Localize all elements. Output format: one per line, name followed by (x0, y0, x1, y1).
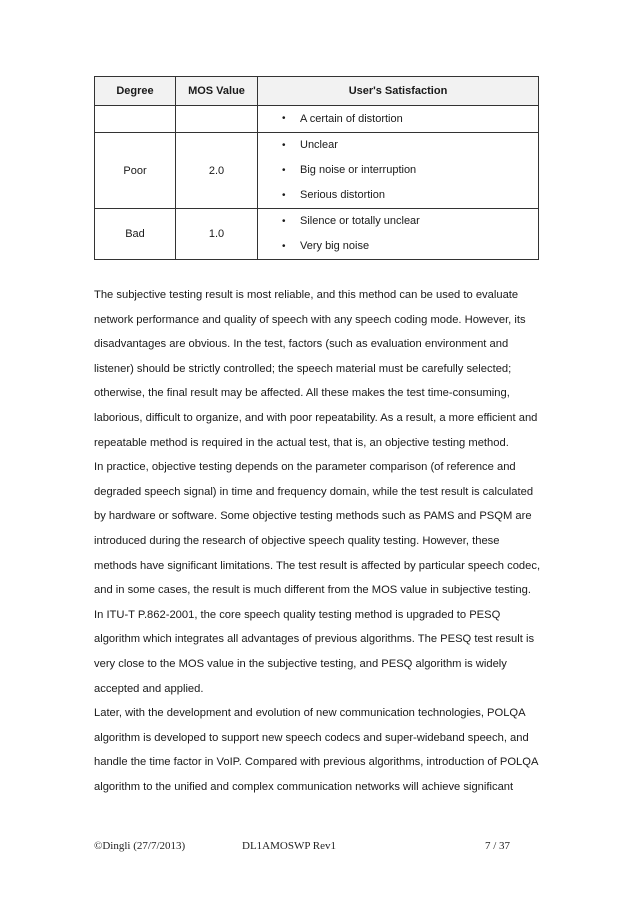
list-item (258, 106, 538, 132)
degree-cell: Bad (95, 209, 176, 260)
table-row (95, 209, 539, 260)
header-degree: Degree (95, 77, 176, 106)
mos-cell: 1.0 (176, 209, 258, 260)
bullet-icon: • (282, 241, 286, 252)
mos-cell: 2.0 (176, 133, 258, 209)
list-item (258, 209, 538, 234)
header-mos-value: MOS Value (176, 77, 258, 106)
table-header-row (95, 77, 539, 106)
satisfaction-cell (258, 209, 539, 260)
list-item (258, 234, 538, 259)
paragraph: In practice, objective testing depends on the parameter comparison (of reference and degraded speech signal) in time and frequency domain, while the test result is calculated by hardware or software. Some objective testing methods such as PAMS and PSQM are introduced during the research of objective speech quality testing. However, these methods have significant limitations. The test result is affected by particular speech codec, and in some cases, the result is much different from the MOS value in subjective testing. (94, 461, 541, 597)
paragraph: In ITU-T P.862-2001, the core speech quality testing method is upgraded to PESQ algorithm which integrates all advantages of previous algorithms. The PESQ test result is very close to the MOS value in the subjective testing, and PESQ algorithm is widely accepted and applied. (94, 608, 535, 695)
list-item-text: Silence or totally unclear (300, 215, 420, 227)
header-users-satisfaction: User's Satisfaction (258, 77, 539, 106)
satisfaction-list (258, 106, 538, 132)
satisfaction-list (258, 133, 538, 208)
bullet-icon: • (282, 216, 286, 227)
paragraph: Later, with the development and evolution of new communication technologies, POLQA algorithm is developed to support new speech codecs and super-wideband speech, and handle the time factor in VoIP. Compared with previous algorithms, introduction of POLQA algorithm to the unified and complex communication networks will achieve significant (94, 707, 538, 793)
list-item-text: Unclear (300, 139, 338, 151)
bullet-icon: • (282, 113, 286, 124)
list-item (258, 133, 538, 158)
mos-cell (176, 106, 258, 133)
bullet-icon: • (282, 190, 286, 201)
footer-document-id: DL1AMOSWP Rev1 (242, 840, 337, 852)
satisfaction-cell (258, 133, 539, 209)
body-text (94, 283, 544, 799)
mos-table (94, 76, 539, 260)
list-item-text: Serious distortion (300, 189, 385, 201)
paragraph: The subjective testing result is most reliable, and this method can be used to evaluate network performance and quality of speech with any speech coding mode. However, its disadvantages are obvious. In the test, factors (such as evaluation environment and listener) should be strictly controlled; the speech material must be carefully selected; otherwise, the final result may be affected. All these makes the test time-consuming, laborious, difficult to organize, and with poor repeatability. As a result, a more efficient and repeatable method is required in the actual test, that is, an objective testing method. (94, 289, 538, 449)
table-row (95, 133, 539, 209)
degree-cell: Poor (95, 133, 176, 209)
satisfaction-cell (258, 106, 539, 133)
list-item-text: A certain of distortion (300, 113, 403, 125)
list-item (258, 183, 538, 208)
satisfaction-list (258, 209, 538, 259)
list-item-text: Very big noise (300, 240, 370, 252)
list-item (258, 158, 538, 183)
table-row (95, 106, 539, 133)
degree-cell (95, 106, 176, 133)
list-item-text: Big noise or interruption (300, 164, 417, 176)
footer-author-date: ©Dingli (27/7/2013) (94, 840, 186, 852)
footer-page-number: 7 / 37 (485, 840, 511, 852)
bullet-icon: • (282, 140, 286, 151)
bullet-icon: • (282, 165, 286, 176)
